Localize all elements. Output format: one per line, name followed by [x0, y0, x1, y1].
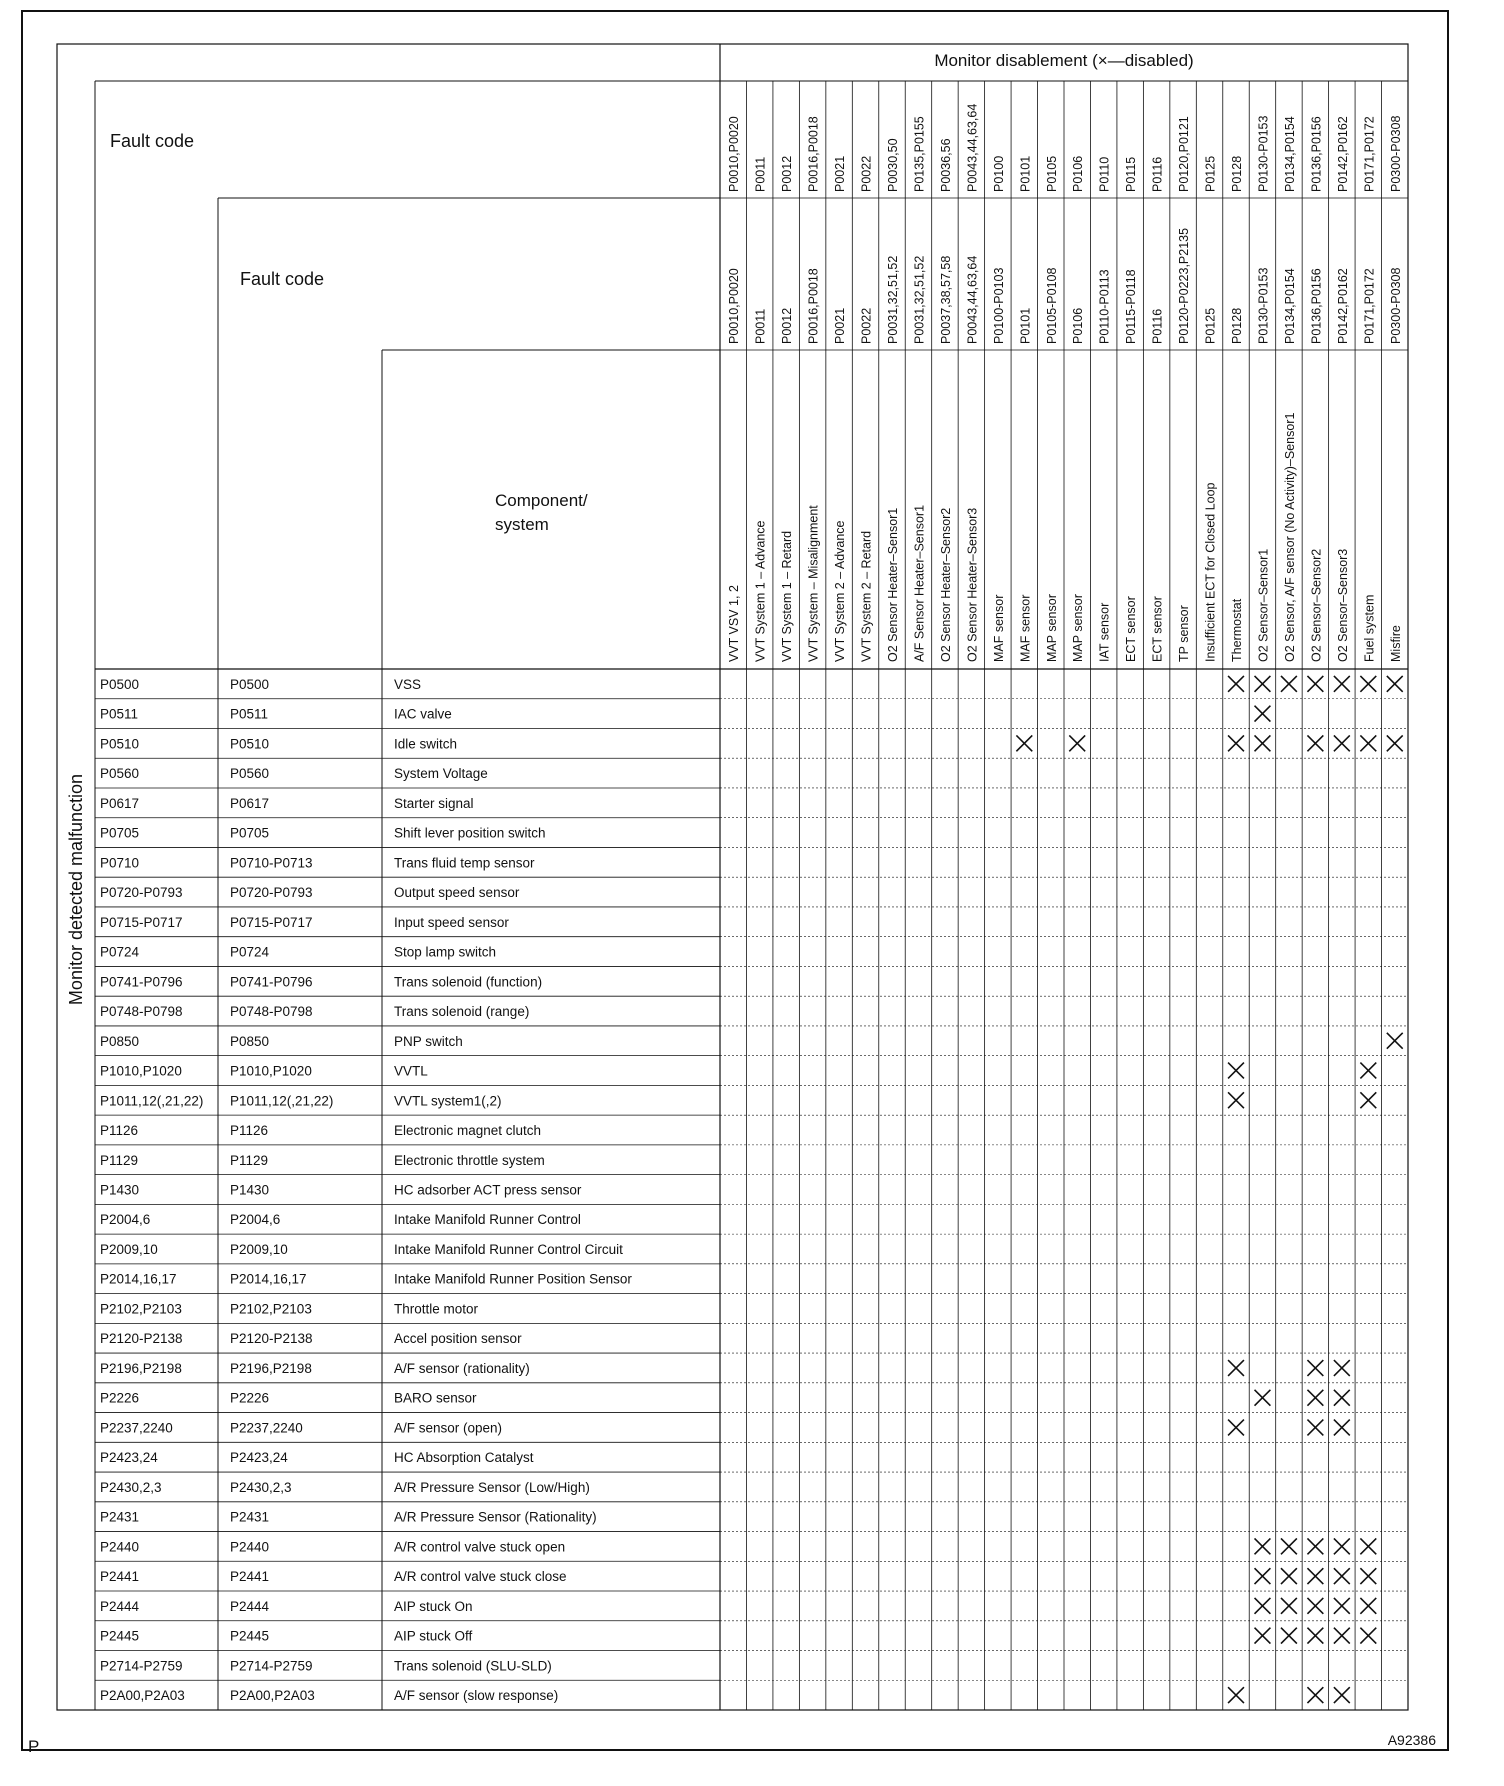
row-fault-code-2: P2431	[230, 1509, 270, 1525]
disabled-mark	[1255, 735, 1271, 751]
row-fault-code-1: P0511	[100, 706, 139, 722]
column-component: IAT sensor	[1097, 602, 1112, 662]
disabled-mark	[1334, 1687, 1350, 1703]
column-code-row1: P0125	[1203, 155, 1218, 192]
column-code-row2: P0120-P0223,P2135	[1177, 227, 1192, 344]
column-code-row2: P0136,P0156	[1309, 268, 1324, 344]
disabled-mark	[1360, 1538, 1376, 1554]
disabled-mark	[1387, 1033, 1403, 1049]
row-fault-code-1: P2445	[100, 1628, 140, 1644]
row-fault-code-1: P2009,10	[100, 1241, 158, 1257]
row-fault-code-2: P1430	[230, 1182, 270, 1198]
row-fault-code-2: P2440	[230, 1539, 270, 1555]
disabled-mark	[1360, 1092, 1376, 1108]
column-component: A/F Sensor Heater–Sensor1	[912, 504, 927, 662]
row-fault-code-2: P0850	[230, 1033, 270, 1049]
row-component-system: VVTL system1(,2)	[394, 1093, 502, 1109]
disabled-mark	[1360, 1598, 1376, 1614]
column-component: VVT VSV 1, 2	[727, 585, 742, 662]
disabled-mark	[1307, 1628, 1323, 1644]
column-code-row2: P0134,P0154	[1282, 268, 1297, 344]
disabled-mark	[1307, 1390, 1323, 1406]
row-fault-code-2: P0710-P0713	[230, 855, 313, 871]
row-component-system: AIP stuck On	[394, 1598, 473, 1614]
disabled-mark	[1307, 1538, 1323, 1554]
row-fault-code-2: P0715-P0717	[230, 914, 313, 930]
column-code-row1: P0030,50	[886, 138, 900, 192]
row-fault-code-1: P0500	[100, 676, 140, 692]
column-component: O2 Sensor–Sensor2	[1309, 548, 1324, 662]
disabled-mark	[1334, 676, 1350, 692]
row-fault-code-2: P2423,24	[230, 1450, 288, 1466]
row-fault-code-1: P1011,12(,21,22)	[100, 1093, 204, 1109]
disabled-mark	[1360, 1628, 1376, 1644]
row-component-system: Output speed sensor	[394, 885, 520, 901]
disabled-mark	[1016, 735, 1032, 751]
disabled-mark	[1228, 1063, 1244, 1079]
disabled-mark	[1255, 1538, 1271, 1554]
disabled-mark	[1360, 1063, 1376, 1079]
disabled-mark	[1255, 1390, 1271, 1406]
column-component: O2 Sensor Heater–Sensor2	[938, 507, 953, 662]
column-component: Insufficient ECT for Closed Loop	[1203, 482, 1218, 662]
row-component-system: Starter signal	[394, 795, 474, 811]
disabled-mark	[1069, 735, 1085, 751]
row-component-system: A/F sensor (rationality)	[394, 1360, 530, 1376]
row-fault-code-2: P2445	[230, 1628, 270, 1644]
row-fault-code-1: P2431	[100, 1509, 140, 1525]
column-code-row2: P0115-P0118	[1124, 269, 1139, 344]
row-component-system: Trans solenoid (range)	[394, 1004, 530, 1020]
column-code-row2: P0016,P0018	[806, 268, 821, 344]
row-component-system: System Voltage	[394, 766, 488, 782]
row-fault-code-1: P0510	[100, 736, 140, 752]
row-fault-code-2: P2441	[230, 1569, 270, 1585]
row-fault-code-2: P2237,2240	[230, 1420, 303, 1436]
column-code-row2: P0171,P0172	[1362, 268, 1377, 344]
column-component: VVT System – Misalignment	[806, 505, 821, 662]
row-fault-code-1: P2226	[100, 1390, 140, 1406]
row-fault-code-2: P2102,P2103	[230, 1301, 312, 1317]
row-fault-code-2: P2196,P2198	[230, 1360, 312, 1376]
column-component: O2 Sensor–Sensor1	[1256, 548, 1271, 662]
disabled-mark	[1360, 676, 1376, 692]
fault-code-header-1: Fault code	[110, 131, 195, 151]
disabled-mark	[1228, 676, 1244, 692]
row-fault-code-2: P1011,12(,21,22)	[230, 1093, 334, 1109]
column-code-row1: P0016,P0018	[806, 116, 821, 192]
row-component-system: PNP switch	[394, 1033, 463, 1049]
disabled-mark	[1307, 1568, 1323, 1584]
column-code-row2: P0125	[1203, 307, 1218, 344]
component-header-line1: Component/	[495, 491, 588, 510]
disabled-mark	[1281, 1628, 1297, 1644]
disabled-mark	[1387, 735, 1403, 751]
row-fault-code-2: P0705	[230, 825, 270, 841]
row-component-system: A/F sensor (open)	[394, 1420, 503, 1436]
row-component-system: Input speed sensor	[394, 914, 509, 930]
column-component: VVT System 1 – Advance	[753, 520, 768, 662]
column-code-row1: P0021	[833, 155, 848, 192]
row-component-system: BARO sensor	[394, 1390, 477, 1406]
column-component: O2 Sensor Heater–Sensor1	[886, 507, 900, 662]
disabled-mark	[1255, 706, 1271, 722]
row-fault-code-1: P1010,P1020	[100, 1063, 182, 1079]
column-component: MAF sensor	[1018, 594, 1033, 662]
row-component-system: VSS	[394, 676, 422, 692]
row-fault-code-2: P1010,P1020	[230, 1063, 312, 1079]
column-code-row2: P0142,P0162	[1335, 268, 1350, 344]
column-code-row2: P0130-P0153	[1256, 267, 1271, 344]
column-component: ECT sensor	[1124, 596, 1139, 662]
disabled-mark	[1228, 735, 1244, 751]
row-fault-code-1: P2441	[100, 1569, 140, 1585]
column-code-row2: P0012	[780, 307, 795, 344]
disabled-mark	[1255, 1568, 1271, 1584]
row-fault-code-1: P2A00,P2A03	[100, 1688, 185, 1704]
row-fault-code-1: P2196,P2198	[100, 1360, 182, 1376]
column-component: VVT System 1 – Retard	[780, 530, 795, 662]
column-code-row2: P0105-P0108	[1044, 267, 1059, 344]
column-code-row2: P0300-P0308	[1388, 267, 1403, 344]
column-code-row2: P0101	[1018, 307, 1033, 344]
disabled-mark	[1228, 1687, 1244, 1703]
row-fault-code-1: P0710	[100, 855, 140, 871]
row-fault-code-1: P1430	[100, 1182, 140, 1198]
disabled-mark	[1334, 1628, 1350, 1644]
column-component: O2 Sensor Heater–Sensor3	[965, 507, 980, 662]
disabled-mark	[1334, 1420, 1350, 1436]
row-fault-code-2: P0720-P0793	[230, 885, 313, 901]
disabled-mark	[1334, 1598, 1350, 1614]
row-fault-code-2: P2430,2,3	[230, 1479, 292, 1495]
column-component: Fuel system	[1362, 594, 1377, 662]
column-code-row2: P0037,38,57,58	[938, 255, 953, 344]
row-fault-code-2: P2226	[230, 1390, 270, 1406]
column-code-row1: P0300-P0308	[1388, 115, 1403, 192]
disabled-mark	[1334, 735, 1350, 751]
column-component: TP sensor	[1177, 605, 1192, 662]
row-component-system: Throttle motor	[394, 1301, 479, 1317]
component-header-line2: system	[495, 515, 549, 534]
column-code-row1: P0135,P0155	[912, 116, 927, 192]
disabled-mark	[1360, 1568, 1376, 1584]
column-code-row1: P0110	[1097, 156, 1112, 192]
column-code-row2: P0100-P0103	[991, 267, 1006, 344]
row-component-system: A/R Pressure Sensor (Low/High)	[394, 1479, 590, 1495]
column-code-row1: P0043,44,63,64	[965, 103, 980, 192]
column-code-row1: P0116	[1150, 156, 1165, 192]
row-component-system: Idle switch	[394, 736, 458, 752]
column-code-row1: P0134,P0154	[1282, 116, 1297, 192]
corner-letter: P	[28, 1737, 40, 1756]
row-fault-code-1: P0720-P0793	[100, 885, 183, 901]
column-code-row1: P0120,P0121	[1177, 116, 1192, 192]
row-fault-code-1: P0560	[100, 766, 140, 782]
column-code-row2: P0022	[859, 307, 874, 344]
row-fault-code-1: P0617	[100, 795, 140, 811]
row-component-system: Stop lamp switch	[394, 944, 497, 960]
column-component: MAF sensor	[991, 594, 1006, 662]
disabled-mark	[1255, 676, 1271, 692]
figure-id: A92386	[1387, 1732, 1436, 1748]
row-fault-code-1: P2714-P2759	[100, 1658, 183, 1674]
row-fault-code-2: P1126	[230, 1123, 269, 1139]
column-code-row2: P0011	[753, 308, 768, 344]
disabled-mark	[1360, 735, 1376, 751]
disabled-mark	[1307, 1598, 1323, 1614]
column-code-row1: P0106	[1071, 155, 1086, 192]
row-component-system: Shift lever position switch	[394, 825, 546, 841]
row-fault-code-2: P2120-P2138	[230, 1331, 313, 1347]
row-fault-code-1: P2237,2240	[100, 1420, 173, 1436]
disabled-mark	[1334, 1360, 1350, 1376]
row-fault-code-1: P2440	[100, 1539, 140, 1555]
disabled-mark	[1307, 676, 1323, 692]
column-code-row2: P0021	[833, 307, 848, 344]
row-component-system: Electronic magnet clutch	[394, 1123, 542, 1139]
column-code-row1: P0130-P0153	[1256, 115, 1271, 192]
column-code-row2: P0110-P0113	[1097, 269, 1112, 344]
column-code-row1: P0171,P0172	[1362, 116, 1377, 192]
row-component-system: HC adsorber ACT press sensor	[394, 1182, 582, 1198]
column-code-row1: P0100	[991, 155, 1006, 192]
column-code-row1: P0011	[753, 156, 768, 192]
column-component: Thermostat	[1230, 598, 1244, 662]
row-component-system: A/R control valve stuck open	[394, 1539, 566, 1555]
column-component: MAP sensor	[1071, 594, 1086, 662]
disabled-mark	[1228, 1092, 1244, 1108]
row-component-system: Trans solenoid (function)	[394, 974, 543, 990]
disabled-mark	[1334, 1390, 1350, 1406]
disabled-mark	[1255, 1598, 1271, 1614]
row-fault-code-2: P0560	[230, 766, 270, 782]
row-fault-code-2: P0617	[230, 795, 270, 811]
column-code-row1: P0036,56	[938, 138, 953, 192]
row-fault-code-1: P2423,24	[100, 1450, 158, 1466]
column-code-row2: P0106	[1071, 307, 1086, 344]
row-fault-code-1: P0705	[100, 825, 140, 841]
disabled-mark	[1228, 1360, 1244, 1376]
column-component: ECT sensor	[1150, 596, 1165, 662]
column-code-row2: P0128	[1230, 307, 1244, 344]
column-code-row1: P0012	[780, 155, 795, 192]
row-component-system: A/F sensor (slow response)	[394, 1688, 559, 1704]
column-code-row2: P0031,32,51,52	[886, 255, 900, 344]
row-component-system: Intake Manifold Runner Control Circuit	[394, 1241, 623, 1257]
disabled-mark	[1255, 1628, 1271, 1644]
column-code-row1: P0115	[1124, 156, 1139, 192]
monitor-disablement-title: Monitor disablement (×—disabled)	[934, 51, 1194, 70]
disabled-mark	[1281, 676, 1297, 692]
column-code-row2: P0043,44,63,64	[965, 255, 980, 344]
row-group-label: Monitor detected malfunction	[66, 773, 86, 1006]
row-fault-code-2: P1129	[230, 1152, 269, 1168]
row-fault-code-1: P1129	[100, 1152, 139, 1168]
column-component: Misfire	[1388, 625, 1403, 662]
column-component: O2 Sensor, A/F sensor (No Activity)–Sensor1	[1282, 412, 1297, 662]
row-fault-code-2: P0748-P0798	[230, 1004, 313, 1020]
row-component-system: Electronic throttle system	[394, 1152, 545, 1168]
column-code-row2: P0031,32,51,52	[912, 255, 927, 344]
row-fault-code-1: P0748-P0798	[100, 1004, 183, 1020]
row-fault-code-1: P2014,16,17	[100, 1271, 177, 1287]
row-fault-code-2: P2444	[230, 1598, 270, 1614]
column-component: MAP sensor	[1044, 594, 1059, 662]
row-component-system: IAC valve	[394, 706, 452, 722]
column-code-row1: P0136,P0156	[1309, 116, 1324, 192]
row-fault-code-2: P0500	[230, 676, 270, 692]
row-fault-code-2: P2014,16,17	[230, 1271, 307, 1287]
disabled-mark	[1281, 1598, 1297, 1614]
column-code-row1: P0022	[859, 155, 874, 192]
row-fault-code-1: P1126	[100, 1123, 139, 1139]
row-fault-code-2: P0511	[230, 706, 269, 722]
row-fault-code-2: P2A00,P2A03	[230, 1688, 315, 1704]
row-component-system: HC Absorption Catalyst	[394, 1450, 534, 1466]
column-code-row2: P0116	[1150, 308, 1165, 344]
row-fault-code-2: P0741-P0796	[230, 974, 313, 990]
column-component: O2 Sensor–Sensor3	[1335, 548, 1350, 662]
disabled-mark	[1307, 735, 1323, 751]
column-code-row1: P0142,P0162	[1335, 116, 1350, 192]
disabled-mark	[1334, 1538, 1350, 1554]
row-fault-code-1: P2004,6	[100, 1212, 151, 1228]
row-component-system: VVTL	[394, 1063, 428, 1079]
row-fault-code-2: P0724	[230, 944, 270, 960]
row-fault-code-1: P2102,P2103	[100, 1301, 182, 1317]
row-fault-code-1: P0850	[100, 1033, 140, 1049]
row-fault-code-1: P0724	[100, 944, 140, 960]
disabled-mark	[1387, 676, 1403, 692]
row-component-system: Accel position sensor	[394, 1331, 522, 1347]
disabled-mark	[1334, 1568, 1350, 1584]
disabled-mark	[1307, 1360, 1323, 1376]
row-component-system: Intake Manifold Runner Position Sensor	[394, 1271, 632, 1287]
row-component-system: Trans solenoid (SLU-SLD)	[394, 1658, 552, 1674]
row-fault-code-2: P2004,6	[230, 1212, 281, 1228]
fault-code-header-2: Fault code	[240, 269, 325, 289]
row-component-system: AIP stuck Off	[394, 1628, 473, 1644]
disabled-mark	[1307, 1687, 1323, 1703]
column-component: VVT System 2 – Advance	[833, 520, 848, 662]
row-component-system: Intake Manifold Runner Control	[394, 1212, 581, 1228]
row-fault-code-1: P2444	[100, 1598, 140, 1614]
row-fault-code-2: P2714-P2759	[230, 1658, 313, 1674]
column-code-row1: P0105	[1044, 155, 1059, 192]
row-component-system: A/R control valve stuck close	[394, 1569, 567, 1585]
column-code-row1: P0128	[1230, 155, 1244, 192]
row-fault-code-2: P2009,10	[230, 1241, 288, 1257]
row-fault-code-1: P2430,2,3	[100, 1479, 162, 1495]
disabled-mark	[1307, 1420, 1323, 1436]
column-code-row1: P0010,P0020	[727, 116, 742, 192]
row-fault-code-1: P2120-P2138	[100, 1331, 183, 1347]
column-code-row1: P0101	[1018, 155, 1033, 192]
row-fault-code-1: P0741-P0796	[100, 974, 183, 990]
column-code-row2: P0010,P0020	[727, 268, 742, 344]
column-component: VVT System 2 – Retard	[859, 530, 874, 662]
row-component-system: A/R Pressure Sensor (Rationality)	[394, 1509, 597, 1525]
row-component-system: Trans fluid temp sensor	[394, 855, 535, 871]
disabled-mark	[1281, 1538, 1297, 1554]
row-fault-code-1: P0715-P0717	[100, 914, 183, 930]
disabled-mark	[1281, 1568, 1297, 1584]
disabled-mark	[1228, 1420, 1244, 1436]
row-fault-code-2: P0510	[230, 736, 270, 752]
